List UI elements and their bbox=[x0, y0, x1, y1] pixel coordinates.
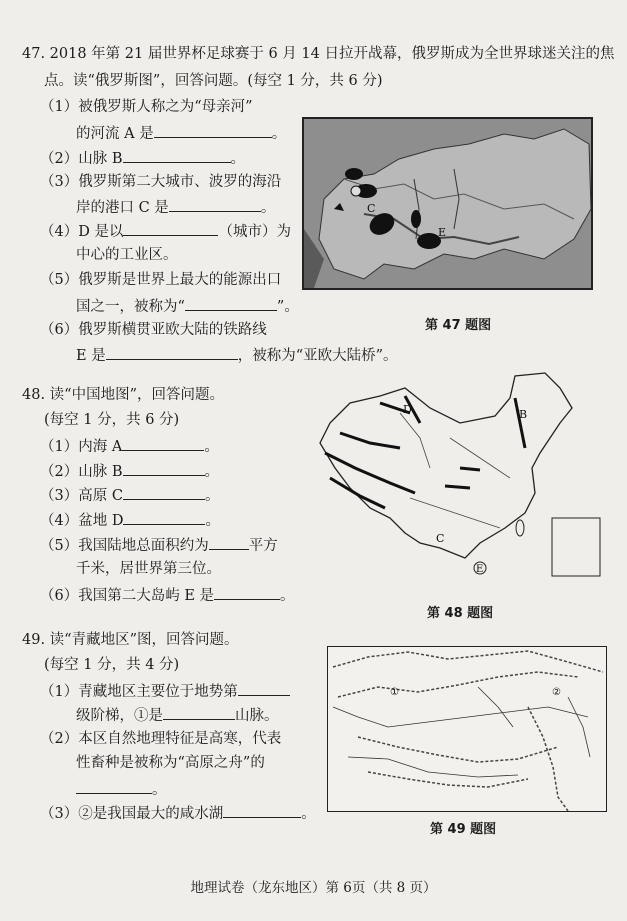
answer-blank[interactable] bbox=[123, 484, 205, 500]
q47-part3-text: 岸的港口 C 是 bbox=[76, 200, 169, 216]
q47-part5-line1: （5）俄罗斯是世界上最大的能源出口 bbox=[40, 272, 282, 288]
q49-part2-line3: 。 bbox=[76, 778, 167, 800]
q49-part3: （3）②是我国最大的咸水湖 。 bbox=[40, 802, 316, 824]
russia-map bbox=[302, 117, 593, 290]
answer-blank[interactable] bbox=[223, 802, 301, 818]
q48-part1-text: （1）内海 A bbox=[40, 439, 123, 455]
q48-part1: （1）内海 A 。 bbox=[40, 435, 219, 457]
q48-part5-text2: 平方 bbox=[248, 538, 278, 554]
q48-part2: （2）山脉 B 。 bbox=[40, 460, 219, 482]
answer-blank[interactable] bbox=[185, 295, 277, 311]
tibet-label-2: ② bbox=[552, 687, 561, 698]
answer-blank[interactable] bbox=[123, 147, 231, 163]
answer-blank[interactable] bbox=[163, 704, 235, 720]
q48-part3-text: （3）高原 C bbox=[40, 488, 123, 504]
tibet-map bbox=[327, 646, 607, 812]
q47-part4-line1 bbox=[40, 220, 291, 242]
answer-blank[interactable] bbox=[123, 460, 205, 476]
page-footer: 地理试卷（龙东地区）第 6页（共 8 页） bbox=[190, 880, 437, 896]
china-label-c: C bbox=[436, 532, 445, 545]
q47-part1-line2: 的河流 A 是 。 bbox=[76, 122, 286, 144]
answer-blank[interactable] bbox=[154, 122, 272, 138]
q47-part6-text: E 是 bbox=[76, 348, 106, 364]
q47-part5-line2: 国之一，被称为“ ”。 bbox=[76, 295, 299, 317]
q47-part4-text2: （城市）为 bbox=[218, 224, 291, 240]
q47-part3-line1: （3）俄罗斯第二大城市、波罗的海沿 bbox=[40, 174, 282, 190]
answer-blank[interactable] bbox=[209, 534, 249, 550]
q49-intro: 49. 读“青藏地区”图，回答问题。 bbox=[22, 632, 239, 648]
q49-score: (每空 1 分，共 4 分) bbox=[44, 657, 180, 673]
q49-part1-text2: 级阶梯，①是 bbox=[76, 708, 163, 724]
q47-part6-line2 bbox=[76, 344, 398, 366]
q47-part1-line1: （1）被俄罗斯人称之为“母亲河” bbox=[40, 99, 253, 115]
q47-part5-text: 国之一，被称为“ bbox=[76, 299, 185, 315]
q48-part6: （6）我国第二大岛屿 E 是 。 bbox=[40, 584, 295, 606]
china-map bbox=[310, 368, 602, 580]
q49-part2-line1: （2）本区自然地理特征是高寒，代表 bbox=[40, 731, 282, 747]
answer-blank[interactable] bbox=[123, 509, 205, 525]
q48-part4-text: （4）盆地 D bbox=[40, 513, 124, 529]
q49-part1-line2 bbox=[76, 704, 279, 726]
china-map-drawing bbox=[310, 368, 602, 580]
tibet-label-1: ① bbox=[390, 687, 399, 698]
q47-part6-line1: （6）俄罗斯横贯亚欧大陆的铁路线 bbox=[40, 322, 267, 338]
q47-part1-text: 的河流 A 是 bbox=[76, 126, 154, 142]
answer-blank[interactable] bbox=[169, 196, 261, 212]
q47-intro-line2: 点。读“俄罗斯图”，回答问题。(每空 1 分，共 6 分) bbox=[44, 73, 383, 89]
answer-blank[interactable] bbox=[214, 584, 280, 600]
map-label-e: E bbox=[438, 226, 447, 239]
q47-part4-line2: 中心的工业区。 bbox=[76, 247, 178, 263]
answer-blank[interactable] bbox=[106, 344, 238, 360]
q48-part6-text: （6）我国第二大岛屿 E 是 bbox=[40, 588, 215, 604]
q48-part5-line2: 千米，居世界第三位。 bbox=[76, 561, 221, 577]
q47-caption: 第 47 题图 bbox=[425, 318, 492, 333]
q48-part4: （4）盆地 D 。 bbox=[40, 509, 220, 531]
q48-part5-text: （5）我国陆地总面积约为 bbox=[40, 538, 209, 554]
russia-map-drawing bbox=[304, 119, 591, 288]
q47-part2-text: （2）山脉 B bbox=[40, 151, 123, 167]
answer-blank[interactable] bbox=[122, 435, 204, 451]
q47-part3-line2: 岸的港口 C 是 。 bbox=[76, 196, 275, 218]
answer-blank[interactable] bbox=[238, 680, 290, 696]
tibet-map-drawing bbox=[328, 647, 606, 811]
q49-part1-text: （1）青藏地区主要位于地势第 bbox=[40, 684, 238, 700]
q48-caption: 第 48 题图 bbox=[427, 606, 494, 621]
q47-part4-text: （4）D 是以 bbox=[40, 224, 124, 240]
q49-part3-text: （3）②是我国最大的咸水湖 bbox=[40, 806, 224, 822]
china-label-b: B bbox=[519, 408, 528, 421]
q49-part1-line1 bbox=[40, 680, 290, 702]
q49-part2-line2: 性畜种是被称为“高原之舟”的 bbox=[76, 755, 265, 771]
q48-part5-line1 bbox=[40, 534, 278, 556]
q48-part3: （3）高原 C 。 bbox=[40, 484, 219, 506]
q48-intro: 48. 读“中国地图”，回答问题。 bbox=[22, 387, 224, 403]
q47-part2: （2）山脉 B 。 bbox=[40, 147, 245, 169]
q48-score: (每空 1 分，共 6 分) bbox=[44, 412, 180, 428]
answer-blank[interactable] bbox=[123, 220, 218, 236]
china-label-d: D bbox=[403, 403, 412, 416]
map-label-c: C bbox=[367, 202, 376, 215]
q47-part6-text2: ，被称为“亚欧大陆桥”。 bbox=[237, 348, 398, 364]
answer-blank[interactable] bbox=[76, 778, 152, 794]
q49-part1-text3: 山脉。 bbox=[235, 708, 279, 724]
q48-part2-text: （2）山脉 B bbox=[40, 464, 123, 480]
q49-caption: 第 49 题图 bbox=[430, 822, 497, 837]
china-label-e: E bbox=[476, 564, 484, 575]
q47-intro-line1: 47. 2018 年第 21 届世界杯足球赛于 6 月 14 日拉开战幕，俄罗斯成为全世界球迷关注的焦 bbox=[22, 46, 615, 62]
